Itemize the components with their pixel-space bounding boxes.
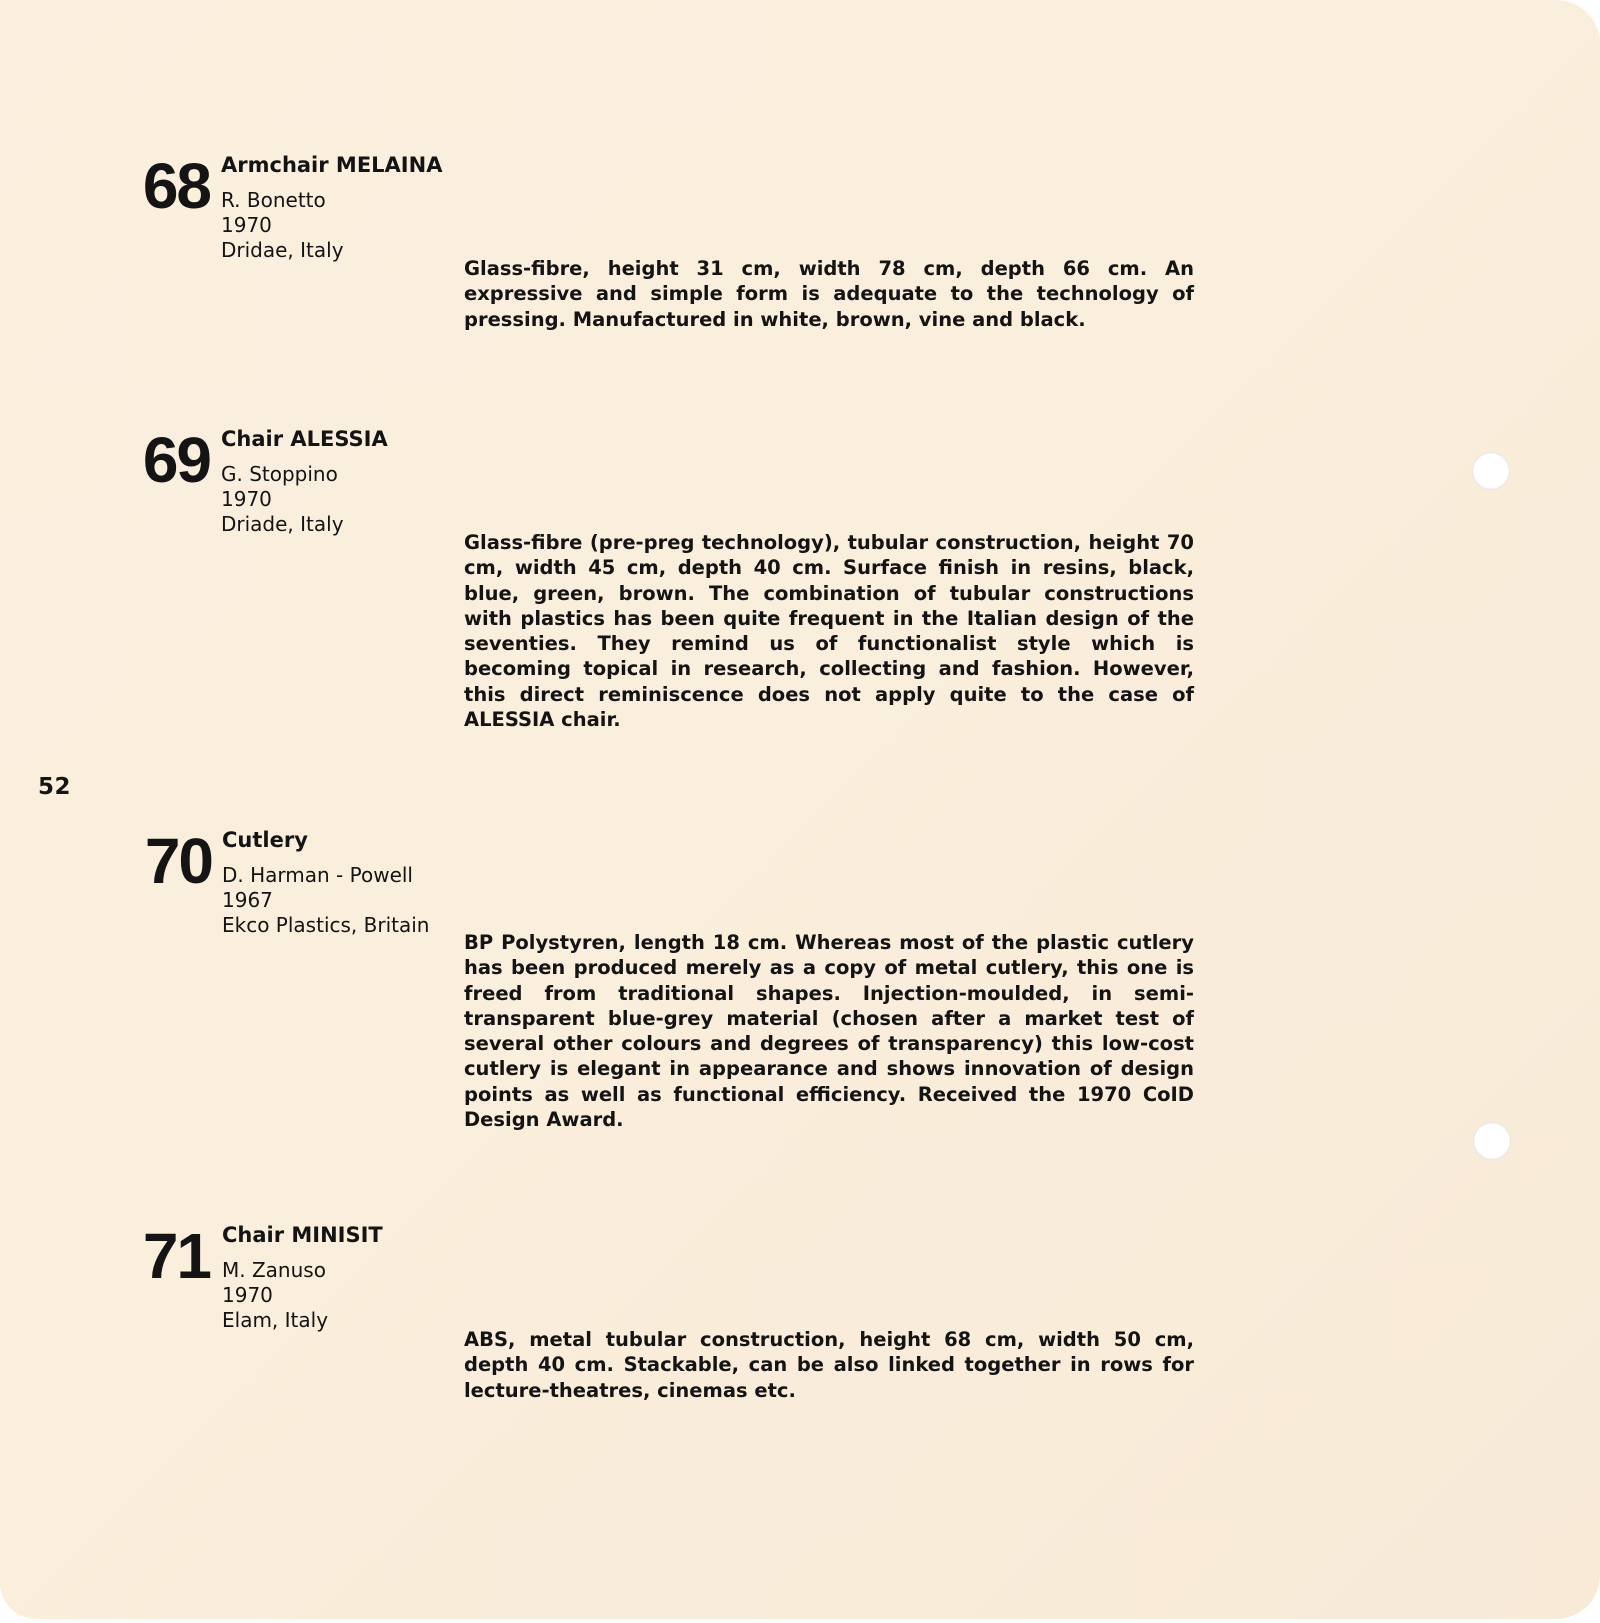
entry-meta <box>221 153 442 263</box>
entry-title: Chair ALESSIA <box>221 427 388 451</box>
entry-number: 70 <box>144 825 212 897</box>
page-number: 52 <box>38 774 72 800</box>
entry-description <box>464 530 1194 732</box>
entry-meta <box>222 1223 383 1333</box>
binder-hole <box>1472 452 1510 490</box>
entry-manufacturer: Dridae, Italy <box>221 238 344 262</box>
entry-number: 69 <box>142 424 210 496</box>
entry-year: 1970 <box>221 487 272 511</box>
entry-manufacturer: Driade, Italy <box>221 512 344 536</box>
entry-designer: D. Harman - Powell <box>222 863 413 887</box>
entry-designer: M. Zanuso <box>222 1258 326 1282</box>
entry-title: Armchair MELAINA <box>221 153 443 177</box>
entry-description-text: Glass-fibre, height 31 cm, width 78 cm, depth 66 cm. An expressive and simple form is adequate to the technology of pressing. Manufactured in white, brown, vine and black. <box>464 257 1194 331</box>
entry-designer: G. Stoppino <box>221 462 338 486</box>
entry-year: 1970 <box>222 1283 273 1307</box>
entry-description <box>464 930 1194 1132</box>
entry-title: Chair MINISIT <box>222 1223 383 1247</box>
entry-number: 68 <box>142 150 210 222</box>
entry-description-text: BP Polystyren, length 18 cm. Whereas most of the plastic cutlery has been produced merely as a copy of metal cutlery, this one is freed from traditional shapes. Injection-moulded, in semi-transparent blue-grey material (chosen after a market test of several other colours and degrees of transparency) this low-cost cutlery is elegant in appearance and shows innovation of design points as well as functional efficiency. Received the 1970 CoID Design Award. <box>464 931 1194 1132</box>
entry-description-text: Glass-fibre (pre-preg technology), tubular construction, height 70 cm, width 45 cm, depth 40 cm. Surface finish in resins, black, blue, green, brown. The combination of tubular constructions with plastics has been quite frequent in the Italian design of the seventies. They remind us of functionalist style which is becoming topical in research, collecting and fashion. However, this direct reminiscence does not apply quite to the case of ALESSIA chair. <box>464 531 1194 732</box>
entry-title: Cutlery <box>222 828 308 852</box>
entry-description <box>464 1327 1194 1403</box>
entry-year: 1967 <box>222 888 273 912</box>
entry-number: 71 <box>142 1220 210 1292</box>
binder-hole <box>1473 1122 1511 1160</box>
entry-designer: R. Bonetto <box>221 188 326 212</box>
entry-meta <box>221 427 388 537</box>
entry-description <box>464 256 1194 332</box>
entry-manufacturer: Elam, Italy <box>222 1308 329 1332</box>
entry-year: 1970 <box>221 213 272 237</box>
entry-manufacturer: Ekco Plastics, Britain <box>222 913 430 937</box>
entry-description-text: ABS, metal tubular construction, height 68 cm, width 50 cm, depth 40 cm. Stackable, can be also linked together in rows for lecture-theatres, cinemas etc. <box>464 1328 1194 1402</box>
entry-meta <box>222 828 429 938</box>
